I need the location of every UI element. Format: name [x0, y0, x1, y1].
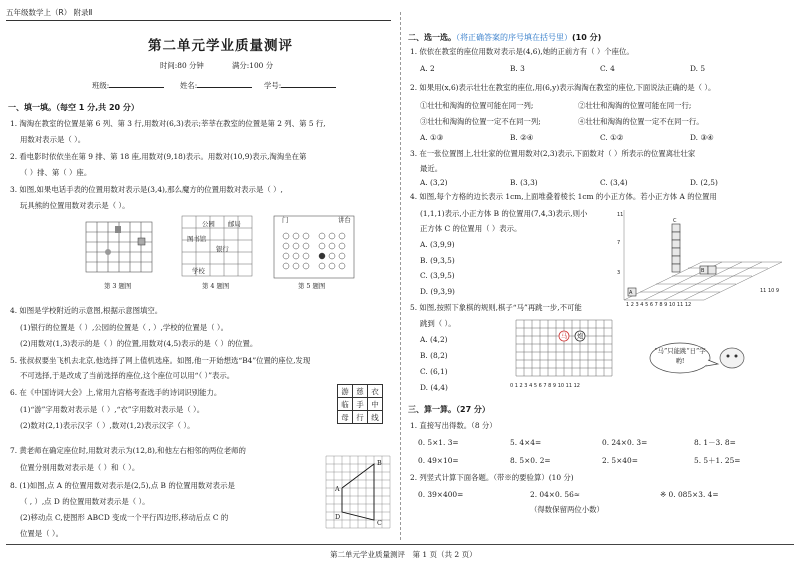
s2-q4-opt-b[interactable]: B. (9,3,5) [420, 256, 455, 265]
s2-q5-line1: 5. 如图,按照下象棋的规则,棋子“马”再跳一步,不可能 [410, 303, 582, 312]
name-field[interactable] [197, 80, 252, 88]
column-divider [400, 12, 401, 540]
cube-icon [138, 238, 145, 245]
s2-q2-opt-a[interactable]: A. ①③ [420, 133, 444, 142]
section2-note: （将正确答案的序号填在括号里） [456, 33, 572, 42]
grid-cell: 慈 [353, 385, 368, 398]
svg-text:A: A [629, 290, 633, 296]
q6-stem: 6. 在《中国诗词大会》上,常用九宫格考查选手的诗词识别能力。 [10, 388, 222, 397]
watch-icon [115, 226, 121, 233]
class-field[interactable] [109, 80, 164, 88]
poem-grid [337, 384, 383, 424]
grid-cell: 母 [338, 411, 353, 424]
q4-stem: 4. 如图是学校附近的示意图,根据示意图填空。 [10, 306, 163, 315]
q8-line4: 位置是（ ）。 [20, 529, 63, 538]
point-c-label: C [377, 519, 382, 527]
svg-text:11: 11 [617, 212, 624, 218]
q4-part1: (1)银行的位置是（ ）,公园的位置是（ , ）,学校的位置是（ ）。 [20, 323, 228, 332]
s2-q5-opt-b[interactable]: B. (8,2) [420, 351, 448, 360]
s2-q4-opt-d[interactable]: D. (9,3,9) [420, 287, 455, 296]
s2-q5-opt-a[interactable]: A. (4,2) [420, 335, 448, 344]
grid-cell: 手 [353, 398, 368, 411]
s2-q5-opt-c[interactable]: C. (6,1) [420, 367, 448, 376]
id-label: 学号: [264, 80, 336, 89]
calc-item: 0. 49×10= [418, 456, 459, 465]
chosen-seat [319, 253, 325, 259]
figure-8-grid [316, 452, 396, 538]
q8-line3: (2)移动点 C,使图形 ABCD 变成一个平行四边形,移动后点 C 的 [20, 513, 229, 522]
grid-cell: 中 [368, 398, 383, 411]
q3-line2: 玩具熊的位置用数对表示是（ ）。 [20, 201, 130, 210]
s2-q2-statement-1: ①壮壮和淘淘的位置可能在同一列; [420, 101, 534, 110]
s2-q4-line2: (1,1,1)表示,小正方体 B 的位置用(7,4,3)表示,则小 [420, 209, 588, 218]
s2-q2-statement-3: ③壮壮和淘淘的位置一定不在同一列; [420, 117, 541, 126]
speech-bubble-text: “马”只能跳“日”字哟! [654, 347, 706, 365]
section1-heading: 一、填一填。（每空 1 分,共 20 分） [8, 103, 139, 112]
grid-cell: 游 [338, 385, 353, 398]
grid-cell: 衣 [368, 385, 383, 398]
calc-item: 8. 5×0. 2= [510, 456, 551, 465]
q2-line2: （ ）排、第（ ）座。 [20, 168, 92, 177]
s2-q3-line2: 最近。 [420, 164, 443, 173]
point-b-label: B [377, 459, 382, 467]
calc-item: 2. 5×40= [602, 456, 638, 465]
exam-time: 时间:80 分钟 [160, 61, 204, 70]
seatmap-lectern: 讲台 [338, 216, 351, 224]
svg-text:11 10 9: 11 10 9 [760, 288, 780, 294]
s2-q1-opt-c[interactable]: C. 4 [600, 64, 615, 73]
s2-q1-opt-d[interactable]: D. 5 [690, 64, 706, 73]
grid-cell: 临 [338, 398, 353, 411]
figure-cube-stack [600, 204, 794, 310]
s2-q4-opt-c[interactable]: C. (3,9,5) [420, 271, 455, 280]
vertical-calc: 2. 04×0. 56≈ [530, 490, 580, 499]
vertical-calc: ※ 0. 085×3. 4= [660, 490, 719, 499]
q8-line1: 8. (1)如图,点 A 的位置用数对表示是(2,5),点 B 的位置用数对表示是 [10, 481, 235, 490]
grid-cell: 行 [353, 411, 368, 424]
s2-q4-opt-a[interactable]: A. (3,9,9) [420, 240, 455, 249]
s2-q3-opt-a[interactable]: A. (3,2) [420, 178, 448, 187]
figure-chess-board [508, 316, 628, 388]
s2-q2-statement-2: ②壮壮和淘淘的位置可能在同一行; [578, 101, 692, 110]
s2-q4-line1: 4. 如图,每个方格的边长表示 1cm,上面堆叠着棱长 1cm 的小正方体。若小正方体 A 的位置用 [410, 192, 717, 201]
s2-q3-opt-c[interactable]: C. (3,4) [600, 178, 628, 187]
section3-heading: 三、算一算。（27 分） [408, 405, 490, 414]
figure-5-caption: 第 5 题图 [298, 282, 326, 290]
s2-q3-opt-b[interactable]: B. (3,3) [510, 178, 538, 187]
seatmap-door: 门 [282, 216, 289, 224]
horse-label: 马 [561, 332, 568, 340]
exam-score: 满分:100 分 [232, 61, 274, 70]
calc-item: 0. 5×1. 3= [418, 438, 459, 447]
s2-q3-line1: 3. 在一张位置图上,壮壮家的位置用数对(2,3)表示,下面数对（ ）所表示的位置离壮壮家 [410, 149, 696, 158]
svg-text:B: B [701, 268, 705, 274]
point-d-label: D [335, 513, 341, 521]
footer-rule [6, 544, 794, 545]
s2-q5-opt-d[interactable]: D. (4,4) [420, 383, 448, 392]
rounding-note: （得数保留两位小数） [530, 505, 604, 514]
q7-line2: 位置分别用数对表示是（ ）和（ ）。 [20, 463, 140, 472]
figure-4-caption: 第 4 题图 [202, 282, 230, 290]
q6-part1: (1)“游”字用数对表示是（ ）,“衣”字用数对表示是（ ）。 [20, 405, 205, 414]
map-post-office: 邮局 [228, 220, 241, 228]
s2-q2-opt-c[interactable]: C. ①② [600, 133, 624, 142]
calc-item: 5. 5＋1. 25= [694, 456, 741, 465]
svg-text:3: 3 [617, 270, 621, 276]
q4-part2: (2)用数对(1,3)表示的是（ ）的位置,用数对(4,5)表示的是（ ）的位置。 [20, 339, 258, 348]
section2-heading: 二、选一选。（将正确答案的序号填在括号里）(10 分) [408, 33, 602, 42]
s3-q2: 2. 列竖式计算下面各题。（带※的要验算）(10 分) [410, 473, 574, 482]
figure-3-caption: 第 3 题图 [104, 282, 132, 290]
q1-line2: 用数对表示是（ ）。 [20, 135, 86, 144]
svg-text:C: C [673, 218, 677, 224]
map-bank: 银行 [216, 245, 229, 253]
calc-item: 8. 1－3. 8= [694, 438, 736, 447]
svg-text:7: 7 [617, 240, 621, 246]
q7-line1: 7. 黄老师在确定座位时,用数对表示为(12,8),和他左右相邻的两位老师的 [10, 446, 246, 455]
s2-q4-line3: 正方体 C 的位置用（ ）表示。 [420, 224, 522, 233]
book-header: 五年级数学上（R） 附录Ⅱ [6, 8, 93, 17]
calc-item: 5. 4×4= [510, 438, 542, 447]
svg-text:0 1 2 3 4 5 6 7 8 9 10 11 12: 0 1 2 3 4 5 6 7 8 9 10 11 12 [510, 383, 580, 388]
s2-q3-opt-d[interactable]: D. (2,5) [690, 178, 718, 187]
s2-q2-statement-4: ④壮壮和淘淘的位置一定不在同一行。 [578, 117, 704, 126]
map-park: 公园 [202, 220, 215, 228]
header-rule [6, 20, 391, 21]
q8-line2: （ , ）,点 D 的位置用数对表示是（ ）。 [20, 497, 150, 506]
id-field[interactable] [281, 80, 336, 88]
q5-line2: 不可选择,于是改成了当前选择的座位,这个座位可以用“（ ）”表示。 [20, 371, 235, 380]
class-label: 班级: [92, 80, 164, 89]
s2-q2-opt-b[interactable]: B. ②④ [510, 133, 534, 142]
s2-q2-opt-d[interactable]: D. ③④ [690, 133, 714, 142]
mascot-icon [720, 348, 744, 368]
s2-q1-opt-b[interactable]: B. 3 [510, 64, 525, 73]
s2-q1-opt-a[interactable]: A. 2 [420, 64, 435, 73]
page-title: 第二单元学业质量测评 [148, 38, 293, 54]
q5-line1: 5. 张叔叔要坐飞机去北京,他选择了网上值机选座。如图,他一开始想选“B4”位置的座位,发现 [10, 356, 311, 365]
s3-q1: 1. 直接写出得数。（8 分） [410, 421, 497, 430]
calc-item: 0. 24×0. 3= [602, 438, 648, 447]
bear-icon [105, 249, 111, 255]
figure-3-grid [80, 218, 156, 280]
grid-cell: 线 [368, 411, 383, 424]
svg-text:1 2 3 4 5 6 7 8 9 10 11 12: 1 2 3 4 5 6 7 8 9 10 11 12 [626, 302, 692, 308]
q3-line1: 3. 如图,如果电话手表的位置用数对表示是(3,4),那么魔方的位置用数对表示是（ ）, [10, 185, 283, 194]
s2-q2: 2. 如果用(x,6)表示壮壮在教室的座位,用(6,y)表示淘淘在教室的座位,下面说法正确的是（ ）。 [410, 83, 716, 92]
point-a-label: A [335, 485, 340, 493]
vertical-calc: 0. 39×400= [418, 490, 464, 499]
q2-line1: 2. 看电影时依依坐在第 9 排、第 18 座,用数对(9,18)表示。用数对(10,9)表示,淘淘坐在第 [10, 152, 307, 161]
name-label: 姓名: [180, 80, 252, 89]
map-library: 图书馆 [187, 235, 207, 243]
q6-part2: (2)数对(2,1)表示汉字（ ）,数对(1,2)表示汉字（ ）。 [20, 421, 195, 430]
s2-q1: 1. 依依在教室的座位用数对表示是(4,6),她的正前方有（ ）个座位。 [410, 47, 634, 56]
q1-line1: 1. 淘淘在教室的位置是第 6 列、第 3 行,用数对(6,3)表示;莘莘在教室的位置是第 2 列、第 5 行, [10, 119, 326, 128]
cannon-label: 炮 [577, 332, 584, 340]
map-school: 学校 [192, 267, 205, 275]
page-footer: 第二单元学业质量测评 第 1 页（共 2 页） [330, 550, 477, 559]
s2-q5-line2: 跳到（ ）。 [420, 319, 456, 328]
